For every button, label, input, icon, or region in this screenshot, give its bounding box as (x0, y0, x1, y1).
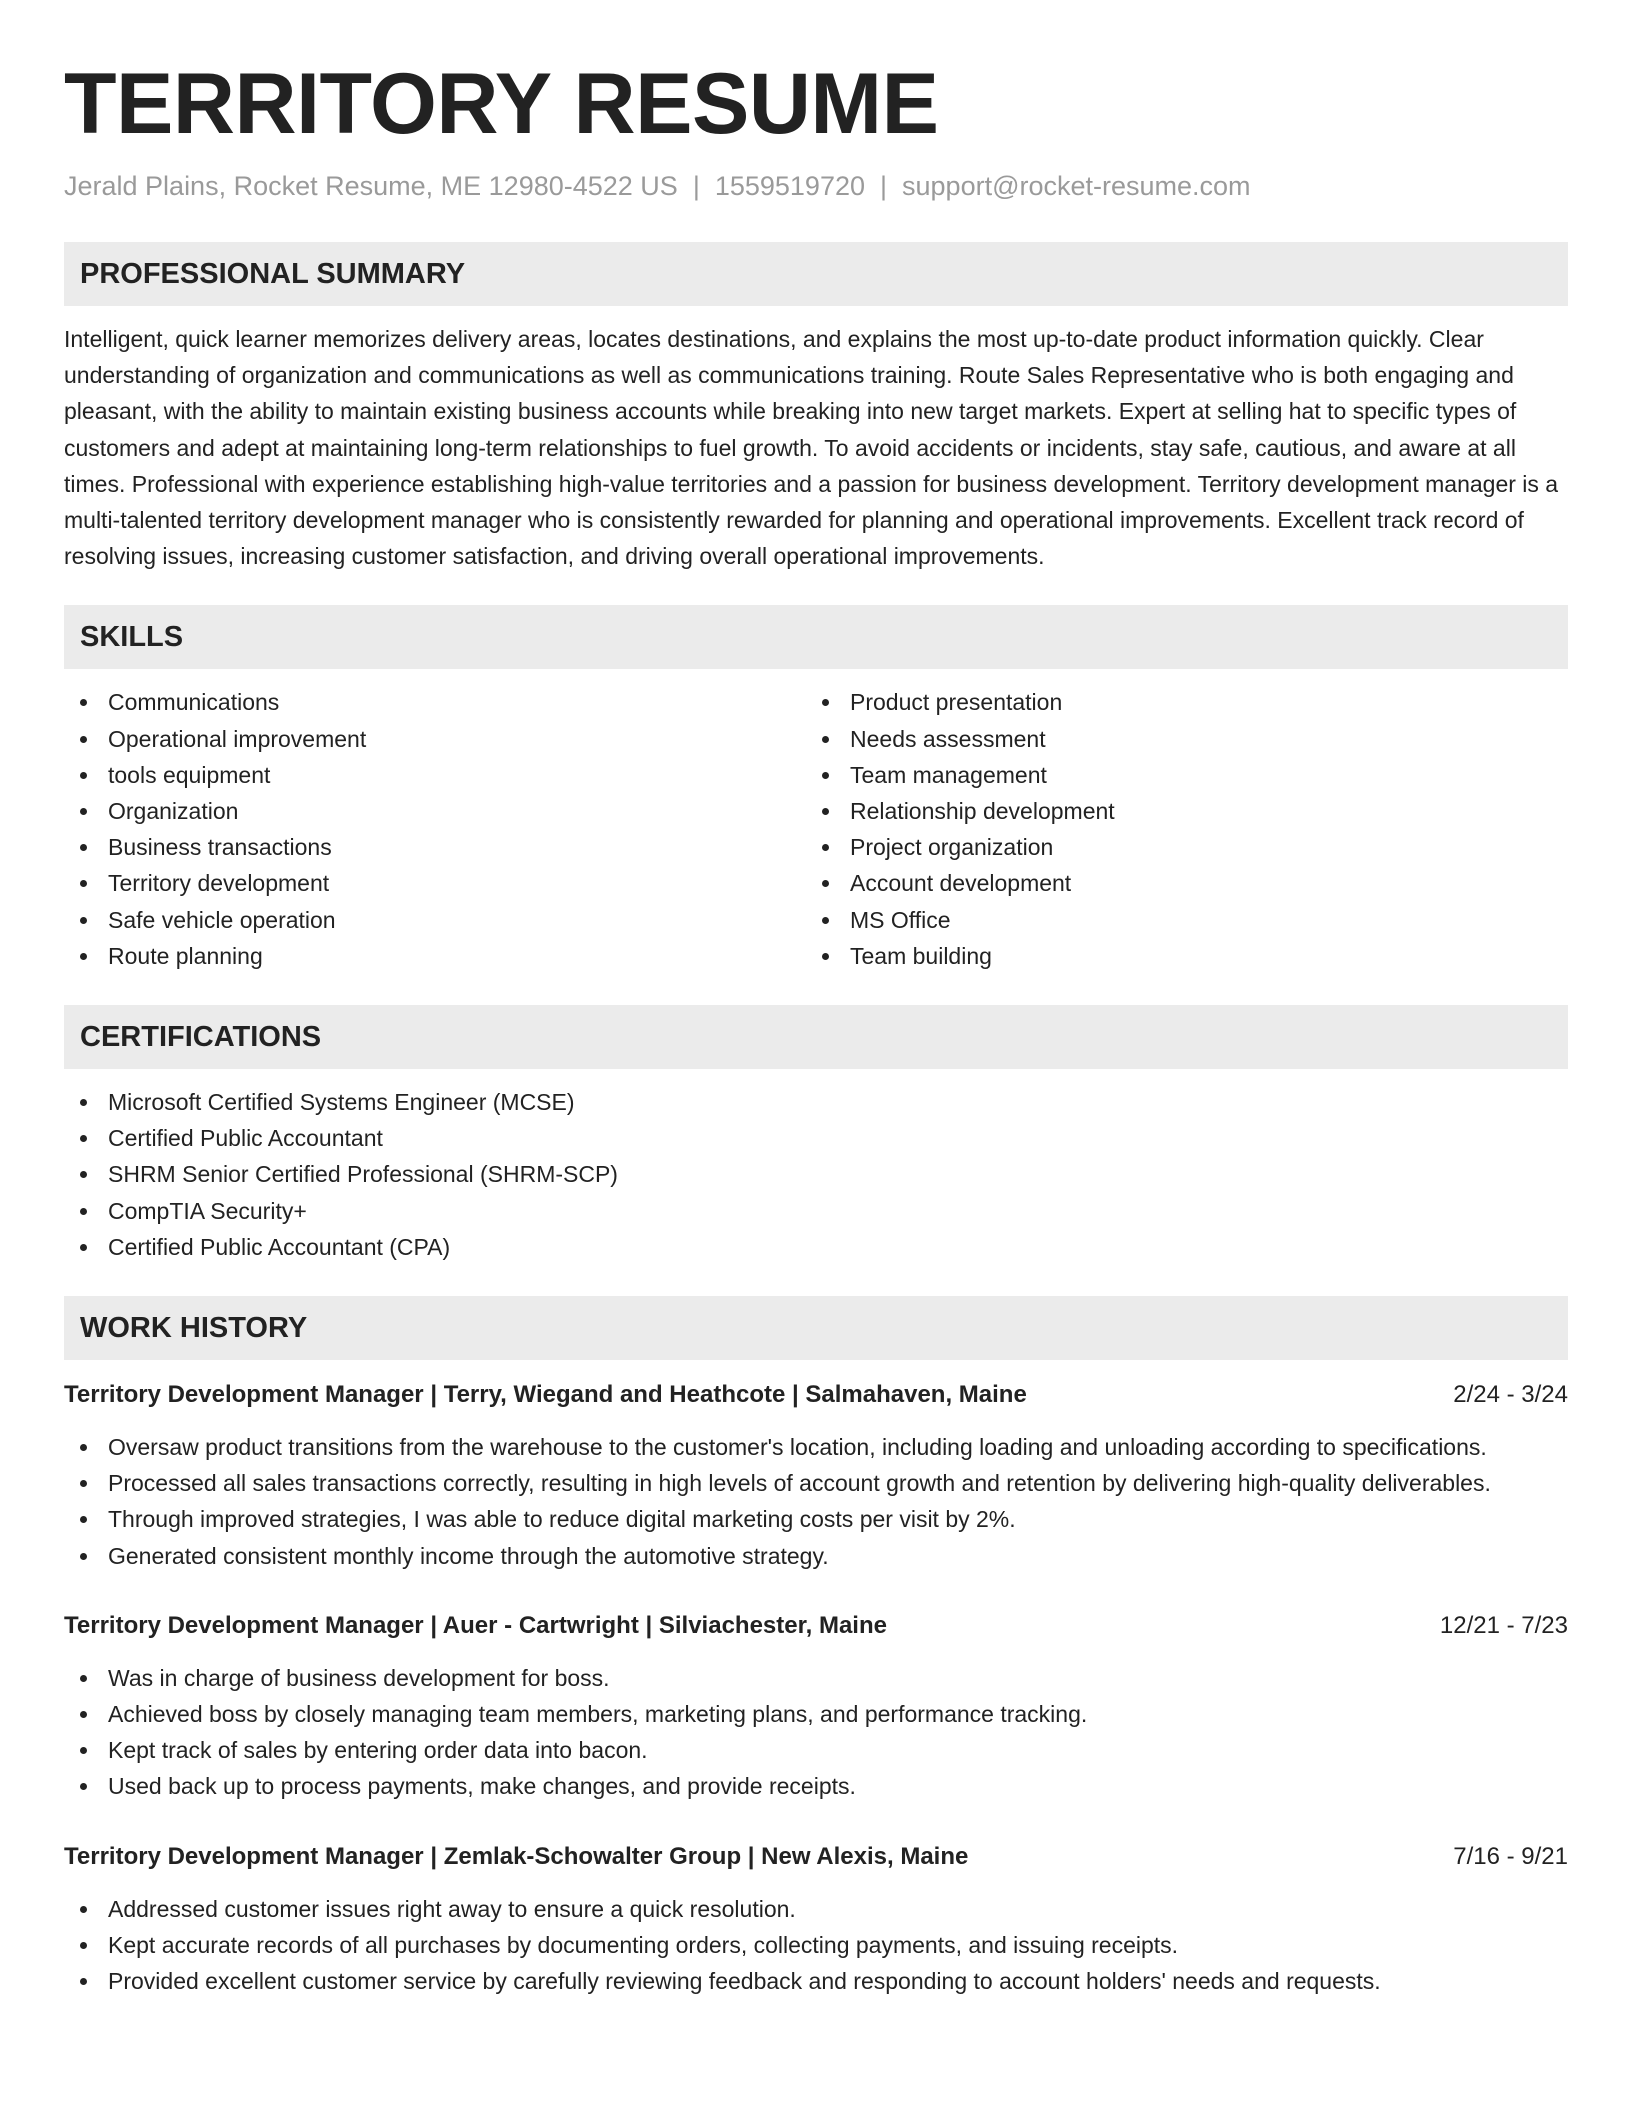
job-header (64, 1377, 1568, 1413)
skill-item: Territory development (64, 865, 806, 901)
job-bullets (64, 1429, 1568, 1574)
skill-item: Account development (806, 865, 1548, 901)
skill-item: Project organization (806, 829, 1548, 865)
job-entry (64, 1839, 1568, 2000)
job-bullet: Through improved strategies, I was able to reduce digital marketing costs per visit by 2%. (64, 1501, 1568, 1537)
skill-item: Team building (806, 938, 1548, 974)
certification-item: SHRM Senior Certified Professional (SHRM-SCP) (64, 1156, 1568, 1192)
job-bullet: Kept track of sales by entering order data into bacon. (64, 1732, 1568, 1768)
contact-separator: | (692, 171, 700, 201)
skills-heading: SKILLS (64, 605, 1568, 669)
skill-item: Product presentation (806, 684, 1548, 720)
resume-header (64, 56, 1568, 204)
skill-item: Team management (806, 757, 1548, 793)
job-bullet: Addressed customer issues right away to ensure a quick resolution. (64, 1891, 1568, 1927)
skill-item: Organization (64, 793, 806, 829)
summary-section (64, 242, 1568, 574)
job-entry (64, 1377, 1568, 1574)
job-entry (64, 1608, 1568, 1805)
job-bullets (64, 1660, 1568, 1805)
job-bullet: Was in charge of business development for boss. (64, 1660, 1568, 1696)
skills-columns (64, 684, 1568, 974)
job-header (64, 1608, 1568, 1644)
resume-title: TERRITORY RESUME (64, 56, 939, 152)
skill-item: Needs assessment (806, 721, 1548, 757)
skill-item: Route planning (64, 938, 806, 974)
summary-heading: PROFESSIONAL SUMMARY (64, 242, 1568, 306)
skill-item: MS Office (806, 902, 1548, 938)
job-title: Territory Development Manager | Auer - Cartwright | Silviachester, Maine (64, 1611, 887, 1639)
job-bullet: Generated consistent monthly income through the automotive strategy. (64, 1538, 1568, 1574)
certifications-section (64, 1005, 1568, 1265)
certification-item: Microsoft Certified Systems Engineer (MCSE) (64, 1084, 1568, 1120)
certification-item: CompTIA Security+ (64, 1193, 1568, 1229)
job-header (64, 1839, 1568, 1875)
skills-list-right (806, 684, 1548, 974)
contact-separator: | (880, 171, 888, 201)
skill-item: Business transactions (64, 829, 806, 865)
certifications-list (64, 1084, 1568, 1265)
job-title: Territory Development Manager | Terry, Wiegand and Heathcote | Salmahaven, Maine (64, 1381, 1027, 1409)
skills-list-left (64, 684, 806, 974)
certification-item: Certified Public Accountant (CPA) (64, 1229, 1568, 1265)
job-bullets (64, 1891, 1568, 2000)
job-bullet: Achieved boss by closely managing team members, marketing plans, and performance tracking. (64, 1696, 1568, 1732)
skills-section (64, 605, 1568, 974)
contact-line (64, 168, 1568, 204)
contact-phone: 1559519720 (714, 171, 865, 201)
skill-item: Communications (64, 684, 806, 720)
skill-item: Operational improvement (64, 721, 806, 757)
work-history-section (64, 1296, 1568, 1999)
job-dates: 2/24 - 3/24 (1453, 1381, 1568, 1409)
job-bullet: Used back up to process payments, make changes, and provide receipts. (64, 1768, 1568, 1804)
certifications-heading: CERTIFICATIONS (64, 1005, 1568, 1069)
job-bullet: Kept accurate records of all purchases by documenting orders, collecting payments, and issuing receipts. (64, 1927, 1568, 1963)
skill-item: tools equipment (64, 757, 806, 793)
certification-item: Certified Public Accountant (64, 1120, 1568, 1156)
skill-item: Safe vehicle operation (64, 902, 806, 938)
job-bullet: Oversaw product transitions from the warehouse to the customer's location, including loading and unloading according to specifications. (64, 1429, 1568, 1465)
job-bullet: Processed all sales transactions correctly, resulting in high levels of account growth and retention by delivering high-quality deliverables. (64, 1465, 1568, 1501)
contact-address: Jerald Plains, Rocket Resume, ME 12980-4522 US (64, 171, 678, 201)
job-title: Territory Development Manager | Zemlak-Schowalter Group | New Alexis, Maine (64, 1842, 969, 1870)
job-dates: 12/21 - 7/23 (1439, 1611, 1568, 1639)
skill-item: Relationship development (806, 793, 1548, 829)
job-dates: 7/16 - 9/21 (1453, 1842, 1568, 1870)
contact-email[interactable]: support@rocket-resume.com (902, 171, 1251, 201)
job-bullet: Provided excellent customer service by carefully reviewing feedback and responding to account holders' needs and requests. (64, 1963, 1568, 1999)
summary-text: Intelligent, quick learner memorizes delivery areas, locates destinations, and explains the most up-to-date product information quickly. Clear understanding of organization and communications as well as communications training. Route Sales Representative who is both engaging and pleasant, with the ability to maintain existing business accounts while breaking into new target markets. Expert at selling hat to specific types of customers and adept at maintaining long-term relationships to fuel growth. To avoid accidents or incidents, stay safe, cautious, and aware at all times. Professional with experience establishing high-value territories and a passion for business development. Territory development manager is a multi-talented territory development manager who is consistently rewarded for planning and operational improvements. Excellent track record of resolving issues, increasing customer satisfaction, and driving overall operational improvements. (64, 326, 1559, 570)
work-history-heading: WORK HISTORY (64, 1296, 1568, 1360)
